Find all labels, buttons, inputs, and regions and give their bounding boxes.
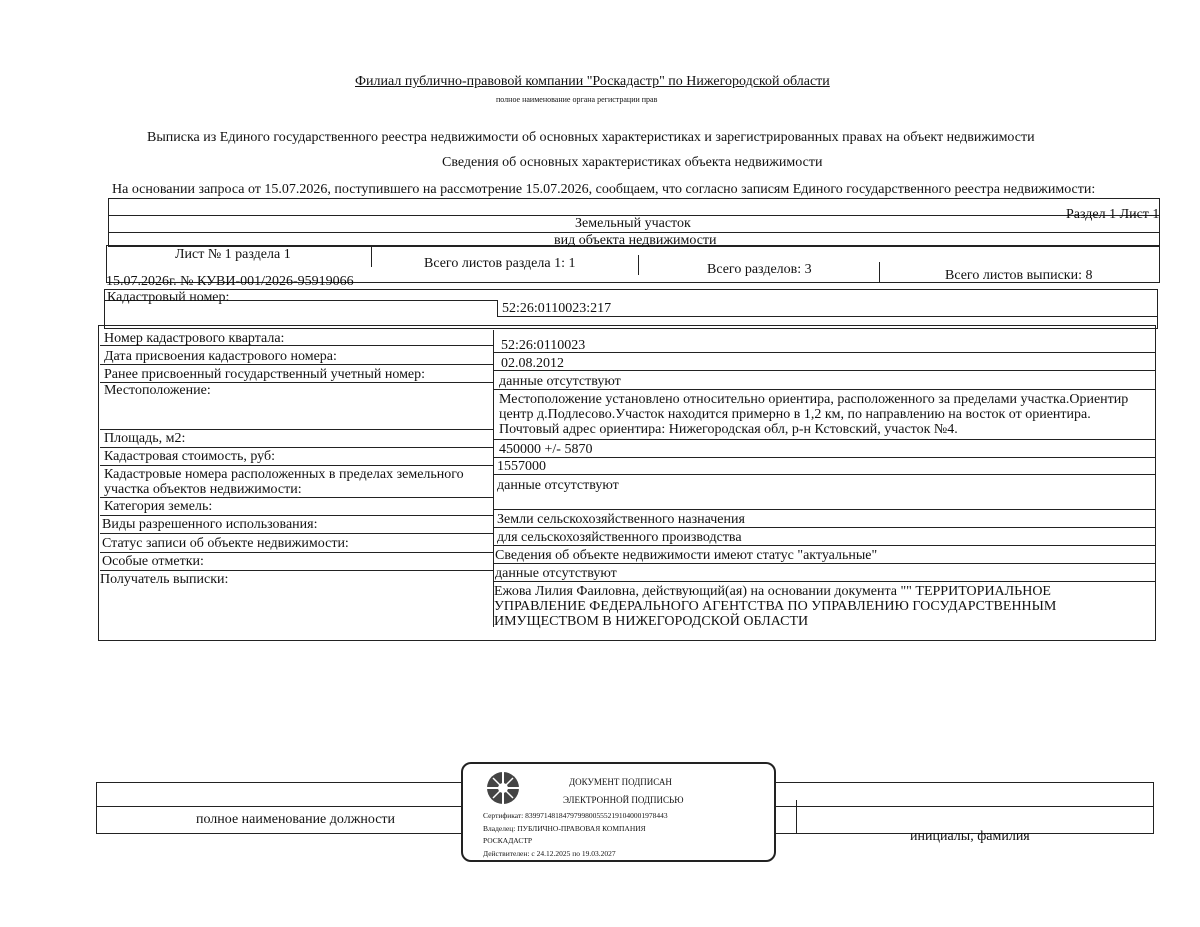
request-basis: На основании запроса от 15.07.2026, поступившего на рассмотрение 15.07.2026, сообщаем, что согласно записям Единого государственного реестра недвижимости:: [112, 182, 1096, 197]
field-value: 450000 +/- 5870: [499, 442, 593, 457]
section-title: Сведения об основных характеристиках объекта недвижимости: [442, 155, 823, 170]
field-label: Категория земель:: [104, 499, 213, 514]
name-caption: инициалы, фамилия: [910, 829, 1030, 844]
field-label: Дата присвоения кадастрового номера:: [104, 349, 337, 364]
field-label: Особые отметки:: [102, 554, 204, 569]
field-value: для сельскохозяйственного производства: [497, 530, 742, 545]
total-sections: Всего разделов: 3: [707, 262, 812, 277]
position-caption: полное наименование должности: [196, 812, 396, 827]
object-type: Земельный участок: [575, 216, 691, 231]
field-label: Статус записи об объекте недвижимости:: [102, 536, 349, 551]
cadastral-value: 52:26:0110023:217: [502, 301, 612, 316]
field-value: 52:26:0110023: [501, 338, 586, 353]
field-value: Сведения об объекте недвижимости имеют статус "актуальные": [495, 548, 878, 563]
field-label: Площадь, м2:: [104, 431, 186, 446]
field-label: Ранее присвоенный государственный учетный номер:: [104, 367, 426, 382]
stamp-owner: Владелец: ПУБЛИЧНО-ПРАВОВАЯ КОМПАНИЯ: [483, 824, 646, 833]
field-label: Кадастровая стоимость, руб:: [104, 449, 275, 464]
stamp-owner-name: РОСКАДАСТР: [483, 836, 533, 845]
emblem-icon: [485, 770, 521, 806]
field-value: Земли сельскохозяйственного назначения: [497, 512, 745, 527]
total-sheets-section: Всего листов раздела 1: 1: [424, 256, 576, 271]
electronic-signature-stamp: [461, 762, 776, 862]
stamp-certificate: Сертификат: 839971481847979980055521910400019784​43: [483, 811, 668, 820]
field-label: Кадастровые номера расположенных в пределах земельного участка объектов недвижимости:: [104, 467, 464, 497]
field-label: Виды разрешенного использования:: [102, 517, 318, 532]
sheet-number: Лист № 1 раздела 1: [175, 247, 291, 262]
stamp-line1: ДОКУМЕНТ ПОДПИСАН: [569, 777, 672, 787]
document-id: 15.07.2026г. № КУВИ-001/2026-95919066: [106, 274, 354, 289]
cadastral-block: [104, 289, 1158, 329]
field-label: Получатель выписки:: [100, 572, 229, 587]
object-type-caption: вид объекта недвижимости: [554, 233, 717, 248]
field-label: Местоположение:: [104, 383, 211, 398]
field-value: данные отсутствуют: [497, 478, 619, 493]
field-value: 02.08.2012: [501, 356, 564, 371]
organization-name: Филиал публично-правовой компании "Роскадастр" по Нижегородской области: [355, 74, 830, 89]
stamp-validity: Действителен: с 24.12.2025 по 19.03.2027: [483, 849, 616, 858]
stamp-line2: ЭЛЕКТРОННОЙ ПОДПИСЬЮ: [563, 795, 684, 805]
cadastral-label: Кадастровый номер:: [107, 290, 230, 305]
field-label: Номер кадастрового квартала:: [104, 331, 285, 346]
field-value: данные отсутствуют: [495, 566, 617, 581]
document-title: Выписка из Единого государственного реестра недвижимости об основных характеристиках и зарегистрированных правах на объект недвижимости: [147, 130, 1035, 145]
field-value: Ежова Лилия Фаиловна, действующий(ая) на основании документа "" ТЕРРИТОРИАЛЬНОЕ УПРАВЛЕНИЕ ФЕДЕРАЛЬНОГО АГЕНТСТВА ПО УПРАВЛЕНИЮ ГОСУДАРСТВЕННЫМ ИМУЩЕСТВОМ В НИЖЕГОРОДСКОЙ ОБЛАСТИ: [494, 584, 1057, 629]
section-label: Раздел 1 Лист 1: [1066, 207, 1160, 222]
field-value: 1557000: [497, 459, 546, 474]
field-value: Местоположение установлено относительно ориентира, расположенного за пределами участка.Ориентир центр д.Подлесово.Участок находится примерно в 1,2 км, по направлению на восток от ориентира. Почтовый адрес ориентира: Нижегородская обл, р-н Кстовский, участок №4.: [499, 392, 1129, 437]
field-value: данные отсутствуют: [499, 374, 621, 389]
total-sheets: Всего листов выписки: 8: [945, 268, 1093, 283]
organization-caption: полное наименование органа регистрации прав: [496, 95, 658, 104]
